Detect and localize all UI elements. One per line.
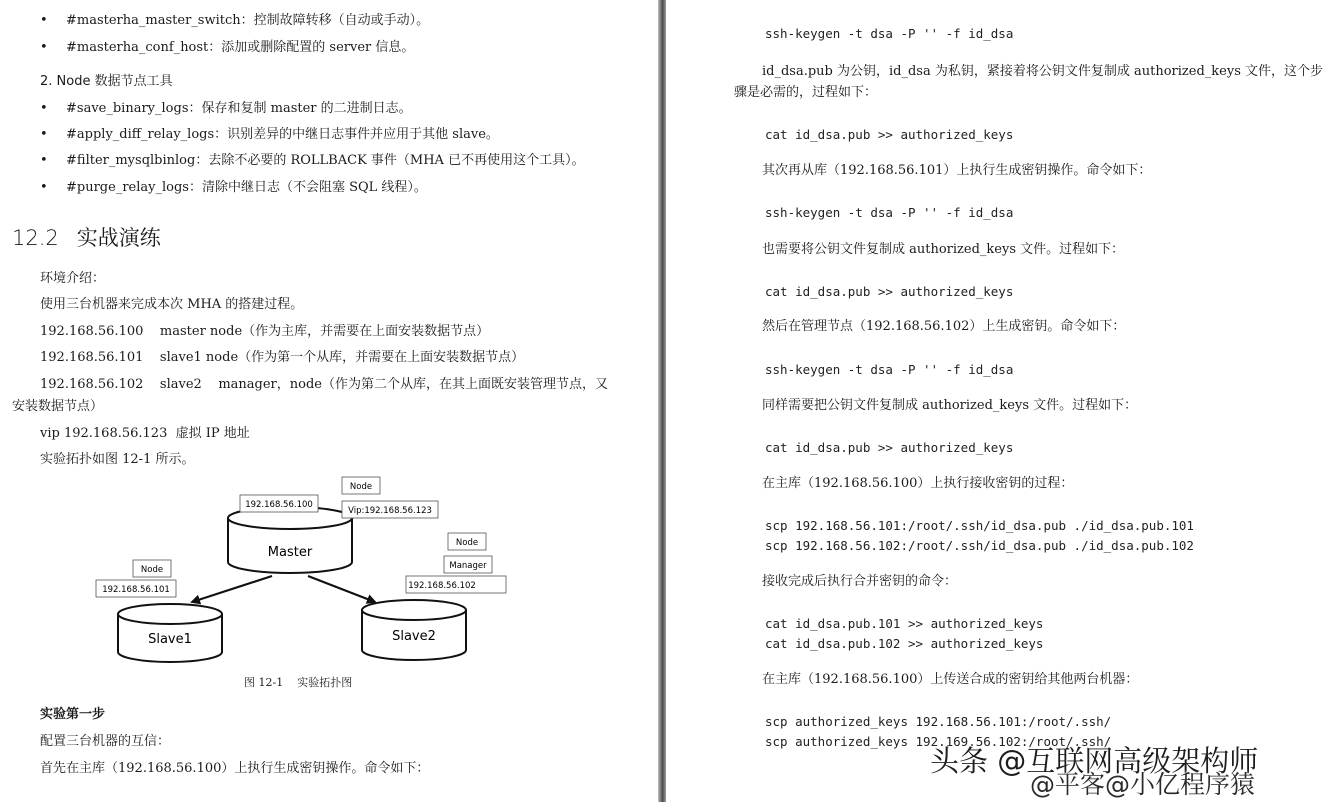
slave2-node-box: Node	[455, 538, 479, 548]
slave2-label: Slave2	[392, 629, 436, 644]
master-node-box: Node	[349, 482, 373, 492]
slave2-ip-box: 192.168.56.102	[408, 581, 476, 591]
bullet-item: • #purge_relay_logs：清除中继日志（不会阻塞 SQL 线程）。	[66, 179, 427, 197]
slave1-ip-box: 192.168.56.101	[102, 585, 170, 595]
code-line: ssh-keygen -t dsa -P '' -f id_dsa	[765, 362, 1014, 377]
paragraph: 其次再从库（192.168.56.101）上执行生成密钥操作。命令如下：	[762, 163, 1152, 178]
code-line: scp authorized_keys 192.169.56.102:/root/.ssh/	[765, 734, 1112, 749]
master-label: Master	[267, 545, 313, 560]
slave2-manager-box: Manager	[449, 561, 487, 571]
figure-caption: 图 12-1 实验拓扑图	[244, 676, 353, 689]
master-db-icon	[228, 507, 352, 573]
paragraph: 接收完成后执行合并密钥的命令：	[762, 574, 958, 589]
code-line: cat id_dsa.pub >> authorized_keys	[765, 127, 1014, 142]
paragraph: 在主库（192.168.56.100）上传送合成的密钥给其他两台机器：	[762, 672, 1139, 687]
code-line: cat id_dsa.pub.101 >> authorized_keys	[765, 616, 1044, 631]
code-line: ssh-keygen -t dsa -P '' -f id_dsa	[765, 205, 1014, 220]
bullet-item: • #save_binary_logs：保存和复制 master 的二进制日志。	[66, 100, 412, 118]
paragraph: vip 192.168.56.123 虚拟 IP 地址	[40, 426, 250, 441]
bullet-item: • #apply_diff_relay_logs：识别差异的中继日志事件并应用于其他 slave。	[66, 126, 499, 144]
left-page	[0, 0, 658, 802]
topology-diagram	[80, 470, 530, 670]
code-line: scp 192.168.56.102:/root/.ssh/id_dsa.pub ./id_dsa.pub.102	[765, 538, 1194, 553]
paragraph: 192.168.56.102 slave2 manager，node（作为第二个从库，在其上面既安装管理节点，又	[40, 377, 608, 392]
subheading: 2. Node 数据节点工具	[40, 74, 173, 89]
bullet-item: • #masterha_master_switch：控制故障转移（自动或手动）。	[66, 12, 429, 30]
paragraph: 首先在主库（192.168.56.100）上执行生成密钥操作。命令如下：	[40, 761, 430, 776]
watermark-primary: 头条 @互联网高级架构师	[930, 744, 1259, 778]
code-line: cat id_dsa.pub >> authorized_keys	[765, 284, 1014, 299]
paragraph: 环境介绍：	[40, 271, 106, 286]
page-gutter	[658, 0, 666, 802]
arrow-master-slave1	[192, 576, 272, 602]
code-line: cat id_dsa.pub >> authorized_keys	[765, 440, 1014, 455]
paragraph: 然后在管理节点（192.168.56.102）上生成密钥。命令如下：	[762, 319, 1126, 334]
watermark-secondary: @平客@小亿程序猿	[1030, 770, 1256, 799]
paragraph: 配置三台机器的互信：	[40, 734, 171, 749]
paragraph: id_dsa.pub 为公钥，id_dsa 为私钥，紧接着将公钥文件复制成 authorized_keys 文件，这个步	[762, 64, 1323, 79]
paragraph: 安装数据节点）	[12, 399, 104, 414]
right-page	[666, 0, 1331, 802]
paragraph: 使用三台机器来完成本次 MHA 的搭建过程。	[40, 297, 304, 312]
paragraph: 实验拓扑如图 12-1 所示。	[40, 452, 195, 467]
paragraph: 也需要将公钥文件复制成 authorized_keys 文件。过程如下：	[762, 242, 1125, 257]
slave1-node-box: Node	[140, 565, 164, 575]
arrow-master-slave2	[308, 576, 375, 602]
code-line: cat id_dsa.pub.102 >> authorized_keys	[765, 636, 1044, 651]
bullet-item: • #filter_mysqlbinlog：去除不必要的 ROLLBACK 事件（MHA 已不再使用这个工具）。	[66, 152, 585, 170]
code-line: scp 192.168.56.101:/root/.ssh/id_dsa.pub ./id_dsa.pub.101	[765, 518, 1194, 533]
bullet-item: • #masterha_conf_host：添加或删除配置的 server 信息。	[66, 39, 414, 57]
step-title: 实验第一步	[40, 707, 106, 722]
code-line: ssh-keygen -t dsa -P '' -f id_dsa	[765, 26, 1014, 41]
paragraph: 在主库（192.168.56.100）上执行接收密钥的过程：	[762, 476, 1074, 491]
paragraph: 192.168.56.100 master node（作为主库，并需要在上面安装数据节点）	[40, 324, 490, 339]
vip-box: Vip:192.168.56.123	[348, 506, 432, 516]
section-title: 实战演练	[76, 226, 161, 250]
master-ip-box: 192.168.56.100	[245, 500, 313, 510]
code-line: scp authorized_keys 192.168.56.101:/root/.ssh/	[765, 714, 1112, 729]
section-heading	[12, 225, 161, 251]
section-number: 12.2	[12, 226, 59, 250]
slave1-label: Slave1	[148, 632, 192, 647]
paragraph: 192.168.56.101 slave1 node（作为第一个从库，并需要在上面安装数据节点）	[40, 350, 525, 365]
paragraph: 骤是必需的，过程如下：	[734, 85, 878, 100]
paragraph: 同样需要把公钥文件复制成 authorized_keys 文件。过程如下：	[762, 398, 1138, 413]
